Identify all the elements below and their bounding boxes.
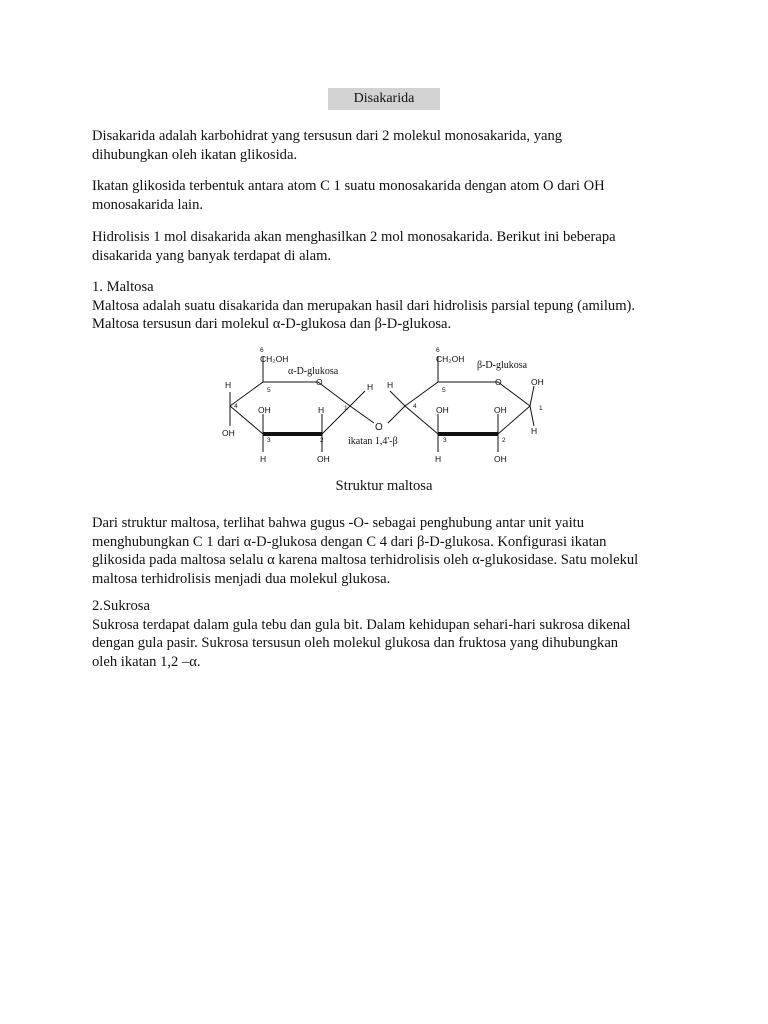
ch2oh-right: CH₂OH [436,354,465,364]
svg-text:2: 2 [320,437,324,444]
bond-label: ikatan 1,4'-β [348,436,398,447]
maltosa-structure-diagram [210,338,550,468]
text-line: Sukrosa terdapat dalam gula tebu dan gula bit. Dalam kehidupan sehari-hari sukrosa dikenal [92,616,631,633]
maltosa-section [92,278,682,334]
text-line: Maltosa adalah suatu disakarida dan merupakan hasil dari hidrolisis parsial tepung (amilum). [92,297,636,314]
text-line: dihubungkan oleh ikatan glikosida. [92,146,298,163]
svg-text:OH: OH [222,428,235,438]
text-line: dengan gula pasir. Sukrosa tersusun oleh molekul glukosa dan fruktosa yang dihubungkan [92,635,619,651]
svg-text:OH: OH [494,405,507,415]
hidrolisis-paragraph [92,228,682,265]
svg-text:OH: OH [531,377,544,387]
svg-text:3: 3 [267,437,271,444]
svg-text:6: 6 [436,347,440,354]
text-line: Disakarida adalah karbohidrat yang tersusun dari 2 molekul monosakarida, yang [92,128,563,144]
svg-text:H: H [435,454,442,464]
svg-text:6: 6 [260,347,264,354]
penjelasan-paragraph [92,514,682,588]
ring-oxygen-right: O [495,377,502,387]
svg-text:3: 3 [443,437,447,444]
section-heading: 1. Maltosa [92,279,154,295]
svg-text:H: H [367,382,374,392]
svg-text:OH: OH [258,405,271,415]
intro-paragraph [92,127,682,164]
text-line: Maltosa tersusun dari molekul α-D-glukosa dan β-D-glukosa. [92,316,452,332]
svg-text:H: H [318,405,325,415]
text-line: glikosida pada maltosa selalu α karena maltosa terhidrolisis oleh α-glukosidase. Satu molekul [92,552,639,568]
text-line: maltosa terhidrolisis menjadi dua molekul glukosa. [92,570,391,587]
text-line: Hidrolisis 1 mol disakarida akan menghasilkan 2 mol monosakarida. Berikut ini beberapa [92,229,616,245]
text-line: oleh ikatan 1,2 –α. [92,653,201,670]
text-line: Dari struktur maltosa, terlihat bahwa gugus -O- sebagai penghubung antar unit yaitu [92,515,585,531]
document-title: Disakarida [328,88,440,110]
beta-glucose-label: β-D-glukosa [477,360,528,371]
svg-text:OH: OH [494,454,507,464]
svg-text:1: 1 [344,405,348,412]
svg-text:H: H [260,454,267,464]
bridge-oxygen: O [375,422,383,433]
svg-text:OH: OH [317,454,330,464]
ring-oxygen-left: O [316,377,323,387]
svg-text:5: 5 [442,387,446,394]
svg-text:1: 1 [539,405,543,412]
ikatan-paragraph [92,177,682,214]
text-line: disakarida yang banyak terdapat di alam. [92,247,332,264]
svg-text:H: H [225,380,232,390]
structure-caption: Struktur maltosa [335,478,433,494]
ch2oh-left: CH₂OH [260,354,289,364]
text-line: monosakarida lain. [92,196,204,213]
svg-text:4: 4 [413,403,417,410]
svg-text:H: H [531,426,538,436]
text-line: menghubungkan C 1 dari α-D-glukosa dengan C 4 dari β-D-glukosa. Konfigurasi ikatan [92,533,607,550]
svg-text:2: 2 [502,437,506,444]
svg-text:OH: OH [436,405,449,415]
svg-text:H: H [387,380,394,390]
alpha-glucose-label: α-D-glukosa [288,366,339,377]
section-heading: 2.Sukrosa [92,598,150,614]
text-line: Ikatan glikosida terbentuk antara atom C 1 suatu monosakarida dengan atom O dari OH [92,178,605,194]
sukrosa-section [92,597,682,671]
svg-text:5: 5 [267,387,271,394]
svg-text:4: 4 [234,403,238,410]
